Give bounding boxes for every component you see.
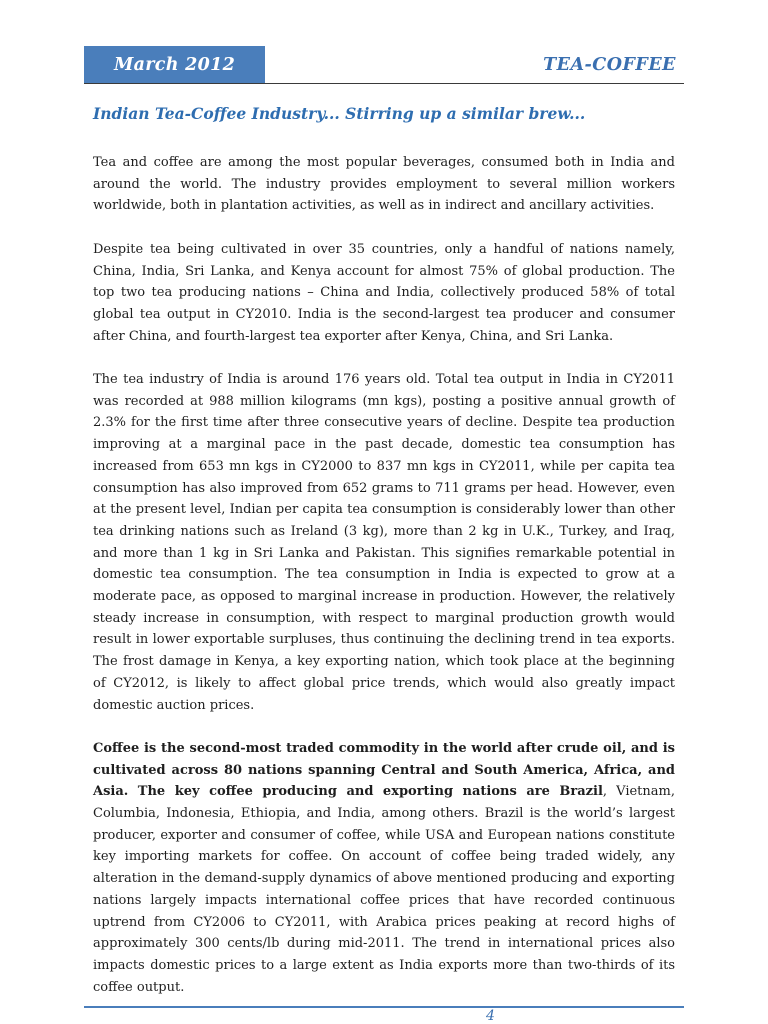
- article-body: [93, 152, 675, 1020]
- paragraph-intro: Tea and coffee are among the most popular beverages, consumed both in India and around the world. The industry provides employment to several million workers worldwide, both in plantation activities, as well as in indirect and ancillary activities.: [93, 155, 675, 214]
- footer-divider: [84, 1006, 684, 1008]
- coffee-lead-bold: Coffee is the second-most traded commodity in the world after crude oil, and is cultivated across 80 nations spanning Central and South America, Africa, and Asia. The key coffee producing and exporting nations are Brazil: [93, 740, 675, 800]
- page-header: [84, 46, 684, 84]
- paragraph-coffee: [93, 738, 675, 998]
- issue-date-badge: March 2012: [84, 46, 265, 84]
- coffee-rest: , Vietnam, Columbia, Indonesia, Ethiopia, and India, among others. Brazil is the world’s largest producer, exporter and consumer of coffee, while USA and European nations constitute key importing markets for coffee. On account of coffee being traded widely, any alteration in the demand-supply dynamics of above mentioned producing and exporting nations largely impacts international coffee prices that have recorded continuous uptrend from CY2006 to CY2011, with Arabica prices peaking at record highs of approximately 300 cents/lb during mid-2011. The trend in international prices also impacts domestic prices to a large extent as India exports more than two-thirds of its coffee output.: [93, 784, 675, 995]
- section-title: TEA-COFFEE: [543, 55, 676, 75]
- paragraph-tea-india: The tea industry of India is around 176 years old. Total tea output in India in CY2011 was recorded at 988 million kilograms (mn kgs), posting a positive annual growth of 2.3% for the first time after three consecutive years of decline. Despite tea production improving at a marginal pace in the past decade, domestic tea consumption has increased from 653 mn kgs in CY2000 to 837 mn kgs in CY2011, while per capita tea consumption has also improved from 652 grams to 711 grams per head. However, even at the present level, Indian per capita tea consumption is considerably lower than other tea drinking nations such as Ireland (3 kg), more than 2 kg in U.K., Turkey, and Iraq, and more than 1 kg in Sri Lanka and Pakistan. This signifies remarkable potential in domestic tea consumption. The tea consumption in India is expected to grow at a moderate pace, as opposed to marginal increase in production. However, the relatively steady increase in consumption, with respect to marginal production growth would result in lower exportable surpluses, thus continuing the declining trend in tea exports. The frost damage in Kenya, a key exporting nation, which took place at the beginning of CY2012, is likely to affect global price trends, which would also greatly impact domestic auction prices.: [93, 372, 675, 713]
- page-number: 4: [486, 1008, 495, 1024]
- article-title: Indian Tea-Coffee Industry... Stirring up a similar brew...: [93, 104, 586, 123]
- header-divider: [84, 83, 684, 84]
- paragraph-tea-production: Despite tea being cultivated in over 35 countries, only a handful of nations namely, China, India, Sri Lanka, and Kenya account for almost 75% of global production. The top two tea producing nations – China and India, collectively produced 58% of total global tea output in CY2010. India is the second-largest tea producer and consumer after China, and fourth-largest tea exporter after Kenya, China, and Sri Lanka.: [93, 241, 675, 344]
